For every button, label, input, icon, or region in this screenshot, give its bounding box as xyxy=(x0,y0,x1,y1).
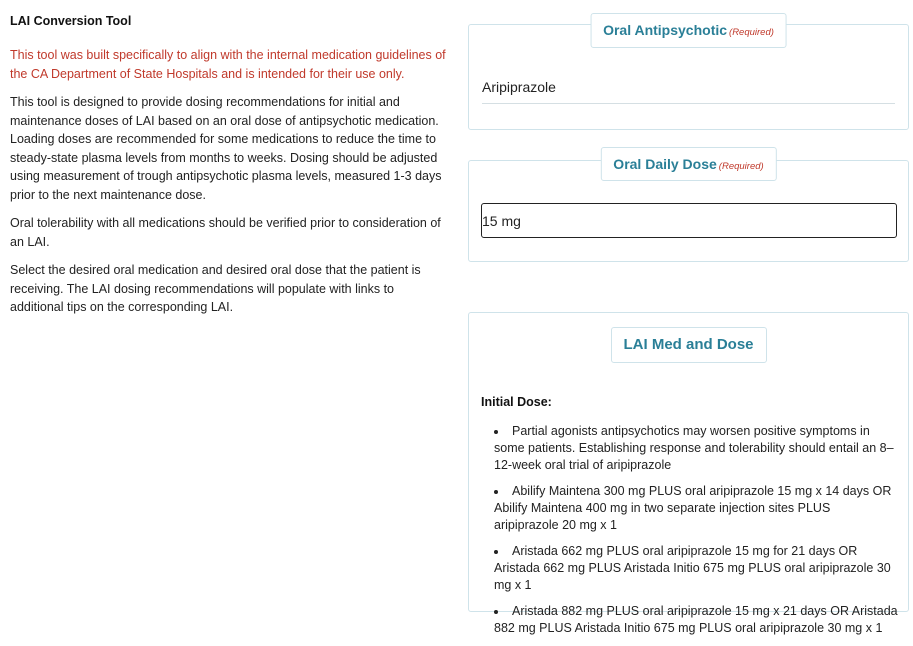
list-item xyxy=(494,483,898,534)
list-item-text: Abilify Maintena 300 mg PLUS oral aripiprazole 15 mg x 14 days OR Abilify Maintena 400 mg in two separate injection sites PLUS aripiprazole 20 mg x 1 xyxy=(494,484,892,532)
page-title: LAI Conversion Tool xyxy=(10,14,132,28)
initial-dose-list xyxy=(494,423,898,646)
oral-antipsychotic-label: Oral Antipsychotic xyxy=(603,22,728,38)
list-item xyxy=(494,543,898,594)
oral-daily-dose-card xyxy=(468,156,909,262)
initial-dose-label: Initial Dose: xyxy=(481,395,552,409)
bullet-icon xyxy=(494,610,498,614)
lai-med-dose-legend: LAI Med and Dose xyxy=(610,327,766,363)
list-item xyxy=(494,603,898,637)
oral-antipsychotic-select[interactable]: Aripiprazole xyxy=(482,79,895,104)
bullet-icon xyxy=(494,490,498,494)
required-marker: (Required) xyxy=(718,161,764,172)
lai-med-dose-card xyxy=(468,312,909,635)
oral-daily-dose-legend xyxy=(600,147,776,181)
instructions-paragraph: Select the desired oral medication and desired oral dose that the patient is receiving. The LAI dosing recommendations will populate with links to additional tips on the corresponding LAI. xyxy=(10,263,421,314)
list-item-text: Aristada 882 mg PLUS oral aripiprazole 15 mg x 21 days OR Aristada 882 mg PLUS Aristada Initio 675 mg PLUS oral aripiprazole 30 mg x 1 xyxy=(494,604,898,635)
description-paragraph: This tool is designed to provide dosing recommendations for initial and maintenance doses of LAI based on an oral dose of antipsychotic medication. Loading doses are recommended for some medications to reduce the time to steady-state plasma levels from months to weeks. Dosing should be adjusted using measurement of trough antipsychotic plasma levels, measured 1-3 days prior to the next maintenance dose. xyxy=(10,95,442,202)
oral-daily-dose-label: Oral Daily Dose xyxy=(613,156,717,172)
list-item xyxy=(494,423,898,474)
oral-daily-dose-input[interactable] xyxy=(481,203,897,238)
bullet-icon xyxy=(494,550,498,554)
tolerability-paragraph: Oral tolerability with all medications should be verified prior to consideration of an LAI. xyxy=(10,216,441,249)
list-item-text: Partial agonists antipsychotics may worsen positive symptoms in some patients. Establishing response and tolerability should entail an 8–12-week oral trial of aripiprazole xyxy=(494,424,894,472)
list-item-text: Aristada 662 mg PLUS oral aripiprazole 15 mg for 21 days OR Aristada 662 mg PLUS Aristada Initio 675 mg PLUS oral aripiprazole 30 mg x 1 xyxy=(494,544,891,592)
oral-antipsychotic-legend xyxy=(590,13,787,48)
bullet-icon xyxy=(494,430,498,434)
intro-panel xyxy=(10,14,450,327)
required-marker: (Required) xyxy=(729,27,774,38)
oral-antipsychotic-card xyxy=(468,24,909,130)
usage-warning: This tool was built specifically to align with the internal medication guidelines of the CA Department of State Hospitals and is intended for their use only. xyxy=(10,48,446,81)
